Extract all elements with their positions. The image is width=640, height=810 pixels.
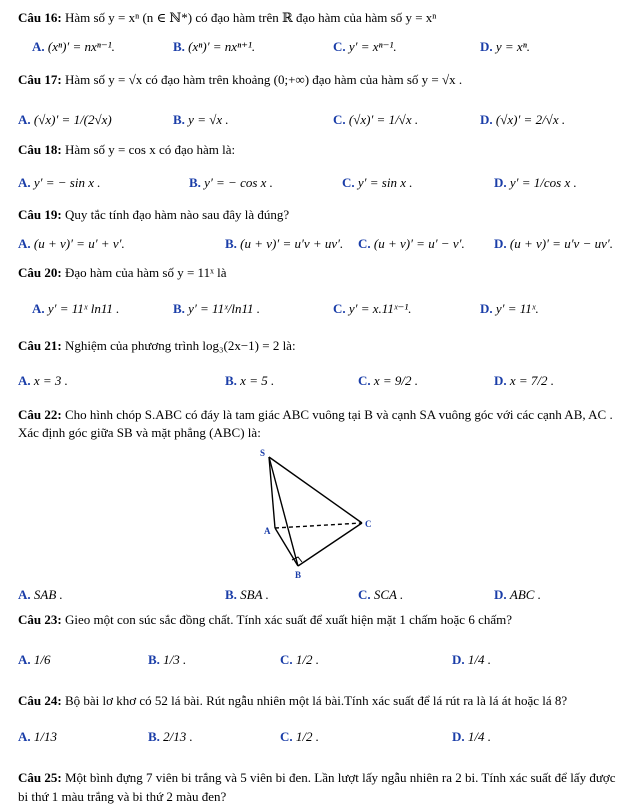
question-text: Hàm số y = cos x có đạo hàm là: [64,142,236,157]
option-b[interactable]: B. x = 5 . [225,373,275,388]
option-d[interactable]: D. (u + v)′ = u′v − uv′. [494,236,613,251]
question-text: Cho hình chóp S.ABC có đáy là tam giác ABC vuông tại B và cạnh SA vuông góc với các cạnh AB, AC . Xác định góc giữa SB và mặt phẳng (ABC) là: [18,407,613,440]
option-c[interactable]: C. 1/2 . [280,729,320,744]
option-a[interactable]: A. SAB . [18,587,63,602]
edge-bc [298,523,362,566]
question-label: Câu 25: [18,770,62,785]
question-label: Câu 19: [18,207,62,222]
option-c[interactable]: C. y′ = x.11ˣ⁻¹. [333,301,412,316]
option-a[interactable]: A. y′ = 11ˣ ln11 . [32,301,120,316]
option-d[interactable]: D. (√x)′ = 2/√x . [480,112,566,127]
option-d[interactable]: D. y = xⁿ. [480,39,531,54]
question-label: Câu 16: [18,10,62,25]
option-d[interactable]: D. 1/4 . [452,729,492,744]
option-b[interactable]: B. 2/13 . [148,729,193,744]
option-a[interactable]: A. x = 3 . [18,373,68,388]
question-text: Bộ bài lơ khơ có 52 lá bài. Rút ngẫu nhiên một lá bài.Tính xác suất để lá rút ra là lá át hoặc lá 8? [64,693,568,708]
question-21 [18,338,628,354]
label-b: B [295,570,302,580]
options-17 [18,104,628,136]
question-25 [18,768,623,806]
option-b[interactable]: B. y′ = − cos x . [189,175,273,190]
option-d[interactable]: D. 1/4 . [452,652,492,667]
question-24 [18,693,628,709]
option-b[interactable]: B. y = √x . [173,112,229,127]
option-c[interactable]: C. (u + v)′ = u′ − v′. [358,236,465,251]
pyramid-figure [240,448,380,583]
question-text: Hàm số y = xⁿ (n ∈ ℕ*) có đạo hàm trên ℝ đạo hàm của hàm số y = xⁿ [64,10,437,25]
question-20 [18,265,628,281]
option-b[interactable]: B. (u + v)′ = u′v + uv′. [225,236,344,251]
question-18 [18,142,628,158]
option-d[interactable]: D. y′ = 1/cos x . [494,175,577,190]
option-d[interactable]: D. x = 7/2 . [494,373,555,388]
option-b[interactable]: B. y′ = 11ˣ/ln11 . [173,301,261,316]
question-23 [18,612,628,628]
options-19 [18,231,628,257]
question-text: Hàm số y = √x có đạo hàm trên khoảng (0;+∞) đạo hàm của hàm số y = √x . [64,72,463,87]
options-20 [18,294,628,324]
question-text: Một bình đựng 7 viên bi trắng và 5 viên bi đen. Lần lượt lấy ngẫu nhiên ra 2 bi. Tính xác suất để lấy được bi thứ 1 màu trắng và bi thứ 2 màu đen? [18,770,616,804]
option-a[interactable]: A. y′ = − sin x . [18,175,101,190]
option-a[interactable]: A. (xⁿ)′ = nxⁿ⁻¹. [32,39,115,54]
question-label: Câu 20: [18,265,62,280]
option-b[interactable]: B. (xⁿ)′ = nxⁿ⁺¹. [173,39,256,54]
edge-ab [275,528,298,566]
option-c[interactable]: C. SCA . [358,587,404,602]
question-label: Câu 21: [18,338,62,353]
question-text: Gieo một con súc sắc đồng chất. Tính xác suất để xuất hiện mặt 1 chấm hoặc 6 chấm? [64,612,512,627]
option-a[interactable]: A. (√x)′ = 1/(2√x) [18,112,112,127]
option-a[interactable]: A. 1/13 [18,729,58,744]
options-24 [18,720,628,754]
options-21 [18,366,628,396]
options-22 [18,582,628,608]
question-19 [18,207,628,223]
options-16 [18,34,628,60]
option-c[interactable]: C. 1/2 . [280,652,320,667]
question-label: Câu 18: [18,142,62,157]
question-text: Nghiệm của phương trình log₃(2x−1) = 2 là: [64,338,296,353]
option-d[interactable]: D. ABC . [494,587,541,602]
option-b[interactable]: B. SBA . [225,587,269,602]
option-a[interactable]: A. (u + v)′ = u′ + v′. [18,236,125,251]
question-label: Câu 17: [18,72,62,87]
question-text: Đạo hàm của hàm số y = 11ˣ là [64,265,227,280]
option-c[interactable]: C. y′ = sin x . [342,175,413,190]
option-a[interactable]: A. 1/6 [18,652,51,667]
option-c[interactable]: C. y′ = xⁿ⁻¹. [333,39,397,54]
question-label: Câu 22: [18,407,62,422]
label-c: C [365,519,372,529]
question-label: Câu 23: [18,612,62,627]
question-22 [18,406,618,442]
option-d[interactable]: D. y′ = 11ˣ. [480,301,539,316]
option-c[interactable]: C. x = 9/2 . [358,373,419,388]
edge-sc [269,457,362,523]
option-b[interactable]: B. 1/3 . [148,652,187,667]
question-16 [18,10,628,26]
question-17 [18,72,628,88]
label-a: A [264,526,271,536]
label-s: S [260,448,266,458]
option-c[interactable]: C. (√x)′ = 1/√x . [333,112,419,127]
options-23 [18,644,628,676]
question-text: Quy tắc tính đạo hàm nào sau đây là đúng? [64,207,290,222]
options-18 [18,168,628,198]
question-label: Câu 24: [18,693,62,708]
